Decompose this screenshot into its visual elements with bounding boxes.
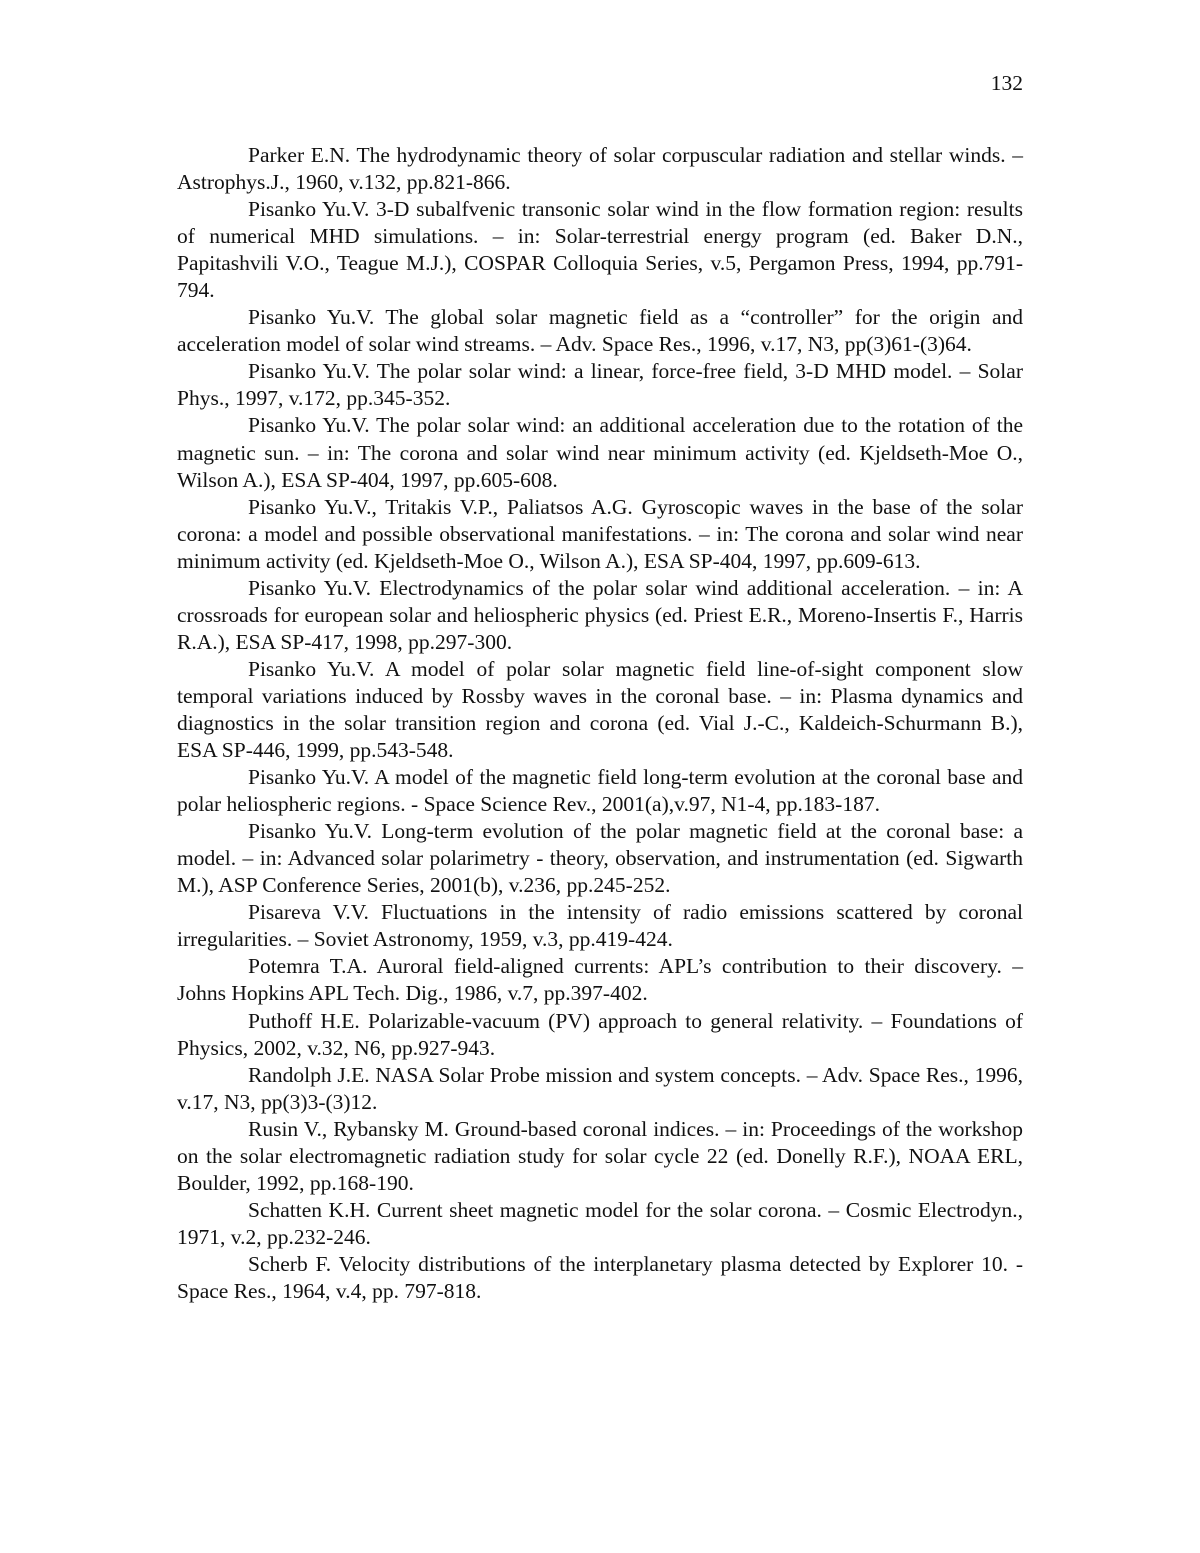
page-number: 132 <box>990 71 1023 95</box>
reference-item: Pisanko Yu.V. The polar solar wind: an additional acceleration due to the rotation of the magnetic sun. – in: The corona and solar wind near minimum activity (ed. Kjeldseth-Moe O., Wilson A.), ESA SP-404, 1997, pp.605-608. <box>177 413 1023 492</box>
reference-item: Pisanko Yu.V. Electrodynamics of the polar solar wind additional acceleration. – in: A crossroads for european solar and heliospheric physics (ed. Priest E.R., Moreno-Insertis F., Harris R.A.), ESA SP-417, 1998, pp.297-300. <box>177 575 1023 654</box>
reference-item: Pisareva V.V. Fluctuations in the intensity of radio emissions scattered by coronal irregularities. – Soviet Astronomy, 1959, v.3, pp.419-424. <box>177 900 1023 952</box>
reference-item: Rusin V., Rybansky M. Ground-based coronal indices. – in: Proceedings of the workshop on the solar electromagnetic radiation study for solar cycle 22 (ed. Donelly R.F.), NOAA ERL, Boulder, 1992, pp.168-190. <box>177 1116 1023 1195</box>
reference-item: Puthoff H.E. Polarizable-vacuum (PV) approach to general relativity. – Foundations of Physics, 2002, v.32, N6, pp.927-943. <box>177 1008 1023 1060</box>
reference-item: Schatten K.H. Current sheet magnetic model for the solar corona. – Cosmic Electrodyn., 1971, v.2, pp.232-246. <box>177 1197 1023 1249</box>
reference-item: Parker E.N. The hydrodynamic theory of solar corpuscular radiation and stellar winds. – Astrophys.J., 1960, v.132, pp.821-866. <box>177 143 1023 195</box>
reference-item: Pisanko Yu.V. 3-D subalfvenic transonic solar wind in the flow formation region: results of numerical MHD simulations. – in: Solar-terrestrial energy program (ed. Baker D.N., Papitashvili V.O., Teague M.J.), COSPAR Colloquia Series, v.5, Pergamon Press, 1994, pp.791-794. <box>177 197 1023 303</box>
reference-item: Randolph J.E. NASA Solar Probe mission and system concepts. – Adv. Space Res., 1996, v.17, N3, pp(3)3-(3)12. <box>177 1062 1023 1114</box>
reference-item: Pisanko Yu.V., Tritakis V.P., Paliatsos A.G. Gyroscopic waves in the base of the solar corona: a model and possible observational manifestations. – in: The corona and solar wind near minimum activity (ed. Kjeldseth-Moe O., Wilson A.), ESA SP-404, 1997, pp.609-613. <box>177 494 1023 573</box>
reference-item: Pisanko Yu.V. The polar solar wind: a linear, force-free field, 3-D MHD model. – Solar Phys., 1997, v.172, pp.345-352. <box>177 359 1023 411</box>
reference-item: Scherb F. Velocity distributions of the interplanetary plasma detected by Explorer 10. - Space Res., 1964, v.4, pp. 797-818. <box>177 1251 1023 1303</box>
reference-item: Pisanko Yu.V. The global solar magnetic field as a “controller” for the origin and acceleration model of solar wind streams. – Adv. Space Res., 1996, v.17, N3, pp(3)61-(3)64. <box>177 305 1023 357</box>
reference-item: Potemra T.A. Auroral field-aligned currents: APL’s contribution to their discovery. – Johns Hopkins APL Tech. Dig., 1986, v.7, pp.397-402. <box>177 954 1023 1006</box>
reference-item: Pisanko Yu.V. A model of polar solar magnetic field line-of-sight component slow temporal variations induced by Rossby waves in the coronal base. – in: Plasma dynamics and diagnostics in the solar transition region and corona (ed. Vial J.-C., Kaldeich-Schurmann B.), ESA SP-446, 1999, pp.543-548. <box>177 656 1023 763</box>
reference-item: Pisanko Yu.V. Long-term evolution of the polar magnetic field at the coronal base: a model. – in: Advanced solar polarimetry - theory, observation, and instrumentation (ed. Sigwarth M.), ASP Conference Series, 2001(b), v.236, pp.245-252. <box>177 819 1023 898</box>
reference-item: Pisanko Yu.V. A model of the magnetic field long-term evolution at the coronal base and polar heliospheric regions. - Space Science Rev., 2001(a),v.97, N1-4, pp.183-187. <box>177 765 1023 817</box>
reference-list <box>177 142 1023 1305</box>
